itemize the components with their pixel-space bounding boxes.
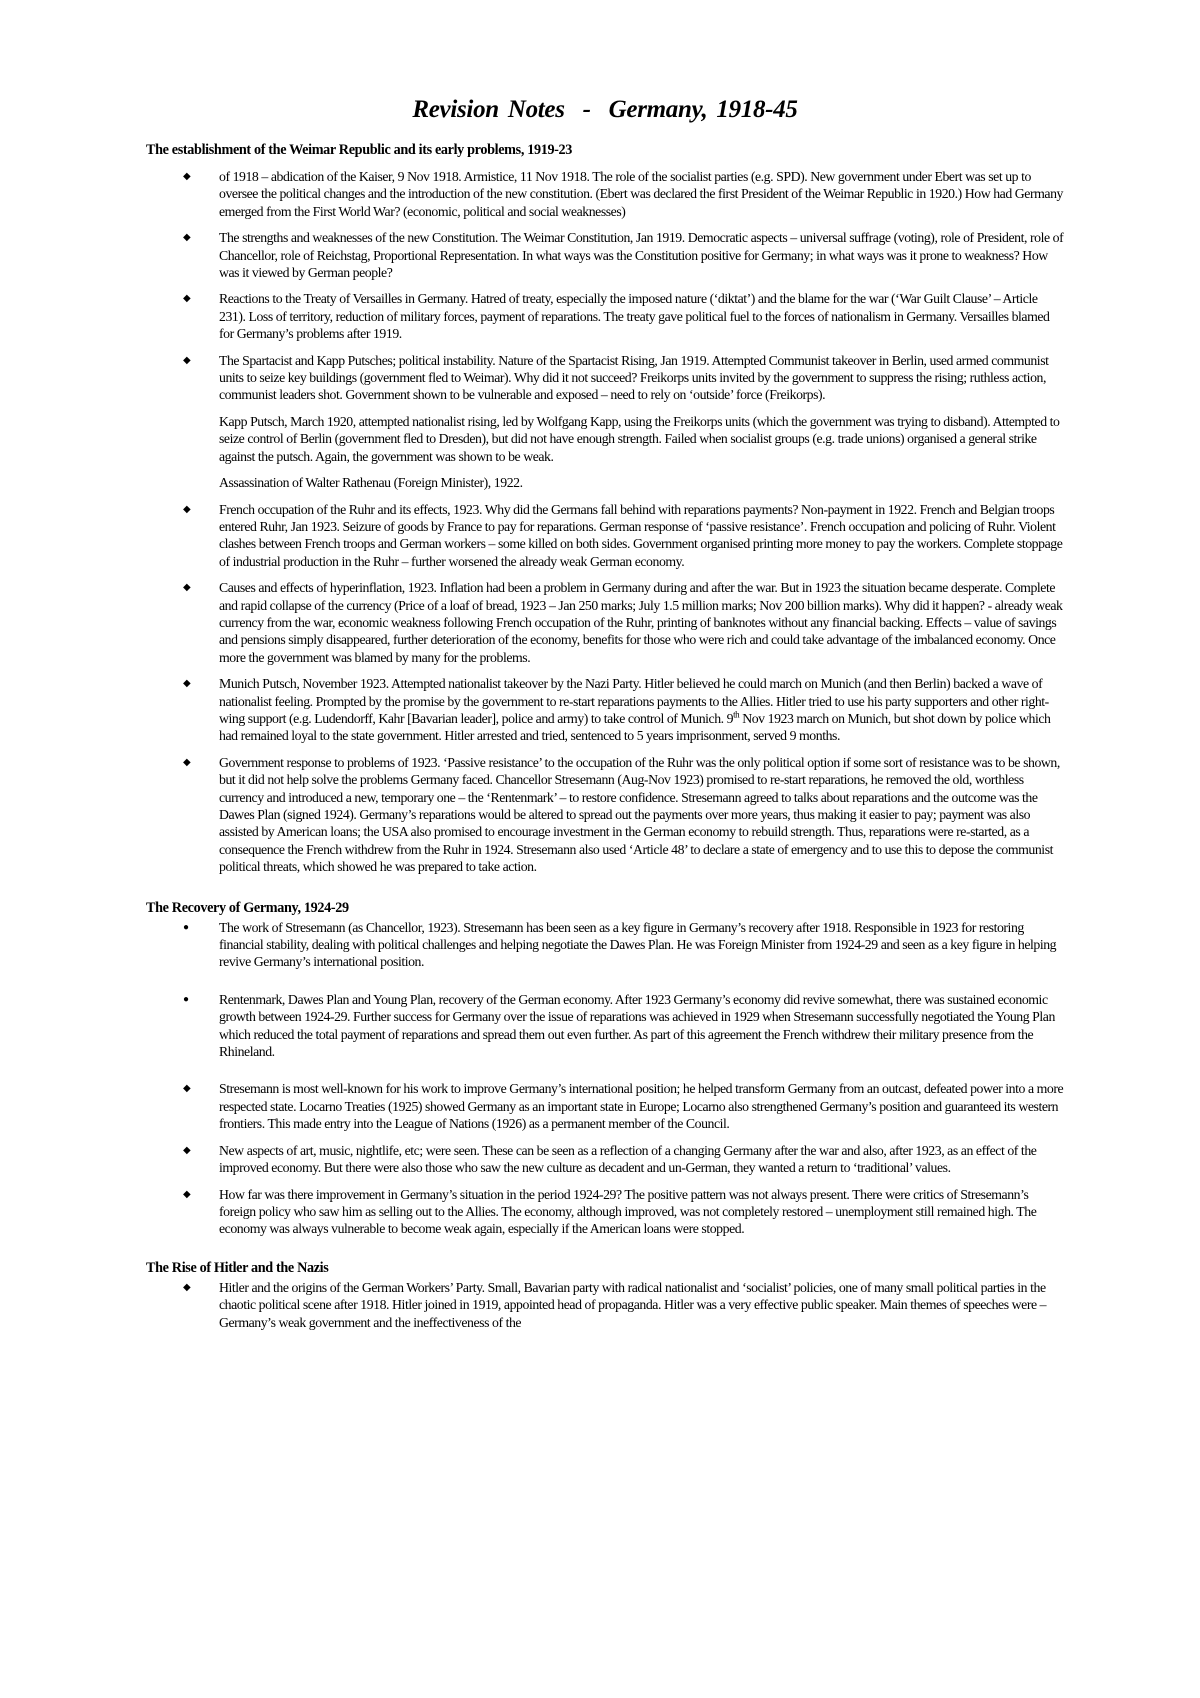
bullet-icon: ◆	[183, 1083, 191, 1095]
paragraph: Munich Putsch, November 1923. Attempted nationalist takeover by the Nazi Party. Hitler believed he could march on Munich (and then Berlin) backed a wave of nationalist feeling. Prompted by the promise by the government to re-start reparations payments to the Allies. Hitler tried to use his party supporters and other right-wing support (e.g. Ludendorff, Kahr [Bavarian leader], police and army) to take control of Munich. 9th Nov 1923 march on Munich, but shot down by police which had remained loyal to the state government. Hitler arrested and tried, sentenced to 5 years imprisonment, served 9 months.	[219, 676, 1051, 744]
paragraph: Causes and effects of hyperinflation, 1923. Inflation had been a problem in Germany during and after the war. But in 1923 the situation became desperate. Complete and rapid collapse of the currency (Price of a loaf of bread, 1923 – Jan 250 marks; July 1.5 million marks; Nov 200 billion marks). Why did it happen? - already weak currency from the war, economic weakness following French occupation of the Ruhr, printing of banknotes without any financial backing. Effects – value of savings and pensions simply disappeared, further deterioration of the economy, benefits for those who were rich and could take advantage of the imbalanced economy. Once more the government was blamed by many for the problems.	[219, 580, 1063, 665]
bullet-icon: ◆	[183, 756, 191, 768]
paragraph: of 1918 – abdication of the Kaiser, 9 Nov 1918. Armistice, 11 Nov 1918. The role of the socialist parties (e.g. SPD). New government under Ebert was set up to oversee the political changes and the introduction of the new constitution. (Ebert was declared the first President of the Weimar Republic in 1920.) How had Germany emerged from the First World War? (economic, political and social weaknesses)	[219, 169, 1063, 219]
bullet-icon: ●	[183, 921, 189, 933]
list-item	[146, 579, 1064, 666]
list-item	[146, 675, 1064, 745]
page-title	[146, 96, 1064, 124]
ordinal-suffix: th	[733, 709, 740, 720]
bullet-list	[146, 1279, 1064, 1331]
section-heading: The establishment of the Weimar Republic and its early problems, 1919-23	[146, 142, 573, 158]
list-item	[146, 290, 1064, 342]
paragraph: The Spartacist and Kapp Putsches; political instability. Nature of the Spartacist Rising, Jan 1919. Attempted Communist takeover in Berlin, used armed communist units to seize key buildings (government fled to Weimar). Why did it not succeed? Freikorps units invited by the government to suppress the rising; ruthless action, communist leaders shot. Government shown to be vulnerable and exposed – need to rely on ‘outside’ force (Freikorps).	[219, 352, 1049, 403]
title-main: Revision Notes	[412, 96, 565, 123]
bullet-icon: ●	[183, 993, 189, 1005]
list-item	[146, 352, 1064, 492]
section-heading: The Recovery of Germany, 1924-29	[146, 899, 349, 916]
paragraph: Government response to problems of 1923. ‘Passive resistance’ to the occupation of the Ruhr was the only political option if some sort of resistance was to be shown, but it did not help solve the problems Germany faced. Chancellor Stresemann (Aug-Nov 1923) promised to re-start reparations, he removed the old, worthless currency and introduced a new, temporary one – the ‘Rentenmark’ – to restore confidence. Stresemann agreed to talks about reparations and the outcome was the Dawes Plan (signed 1924). Germany’s reparations would be altered to spread out the payments over more years, thus making it easier to pay; payment was also assisted by American loans; the USA also promised to encourage investment in the German economy to rebuild strength. Thus, reparations were re-started, as a consequence the French withdrew from the Ruhr in 1924. Stresemann also used ‘Article 48’ to declare a state of emergency and to use this to depose the communist political threats, which showed he was prepared to take action.	[219, 754, 1060, 875]
paragraph: Reactions to the Treaty of Versailles in Germany. Hatred of treaty, especially the imposed nature (‘diktat’) and the blame for the war (‘War Guilt Clause’ – Article 231). Loss of territory, reduction of military forces, payment of reparations. The treaty gave political fuel to the forces of nationalism in Germany. Versailles blamed for Germany’s problems after 1919.	[219, 291, 1050, 342]
title-separator: -	[582, 96, 591, 123]
section-heading: The Rise of Hitler and the Nazis	[146, 1259, 329, 1276]
list-item	[146, 1279, 1064, 1331]
list-item	[146, 168, 1064, 220]
paragraph: Hitler and the origins of the German Workers’ Party. Small, Bavarian party with radical nationalist and ‘socialist’ policies, one of many small political parties in the chaotic political scene after 1918. Hitler joined in 1919, appointed head of propaganda. Hitler was a very effective public speaker. Main themes of speeches were – Germany’s weak government and the ineffectiveness of the	[219, 1279, 1047, 1330]
list-item	[146, 754, 1064, 876]
paragraph: The strengths and weaknesses of the new Constitution. The Weimar Constitution, Jan 1919. Democratic aspects – universal suffrage (voting), role of President, role of Chancellor, role of Reichstag, Proportional Representation. In what ways was the Constitution positive for Germany; in what ways was it prone to weakness? How was it viewed by German people?	[219, 230, 1064, 281]
paragraph: Assassination of Walter Rathenau (Foreign Minister), 1922.	[219, 475, 523, 491]
paragraph: How far was there improvement in Germany’s situation in the period 1924-29? The positive pattern was not always present. There were critics of Stresemann’s foreign policy who saw him as selling out to the Allies. The economy, although improved, was not completely restored – unemployment still remained high. The economy was always vulnerable to become weak again, especially if the American loans were stopped.	[219, 1186, 1037, 1237]
paragraph: The work of Stresemann (as Chancellor, 1923). Stresemann has been seen as a key figure in Germany’s recovery after 1918. Responsible in 1923 for restoring financial stability, dealing with political challenges and helping negotiate the Dawes Plan. He was Foreign Minister from 1924-29 and seen as a key figure in helping revive Germany’s international position.	[219, 919, 1057, 970]
list-item	[146, 501, 1064, 571]
paragraph: French occupation of the Ruhr and its effects, 1923. Why did the Germans fall behind with reparations payments? Non-payment in 1922. French and Belgian troops entered Ruhr, Jan 1923. Seizure of goods by France to pay for reparations. German response of ‘passive resistance’. French occupation and policing of Ruhr. Violent clashes between French troops and German workers – some killed on both sides. Government organised printing more money to pay the workers. Complete stoppage of industrial production in the Ruhr – further worsened the already weak German economy.	[219, 501, 1063, 569]
bullet-icon: ◆	[183, 293, 191, 305]
section-weimar-republic	[146, 142, 1064, 876]
section-recovery-of-germany	[146, 900, 1064, 1238]
paragraph: Rentenmark, Dawes Plan and Young Plan, recovery of the German economy. After 1923 Germany’s economy did revive somewhat, there was sustained economic growth between 1924-29. Further success for Germany over the issue of reparations was achieved in 1929 when Stresemann successfully negotiated the Young Plan which reduced the total payment of reparations and spread them out even further. As part of this agreement the French withdrew their military presence from the Rhineland.	[219, 991, 1055, 1060]
section-rise-of-hitler	[146, 1260, 1064, 1331]
bullet-icon: ◆	[183, 354, 191, 366]
paragraph: Stresemann is most well-known for his work to improve Germany’s international position; he helped transform Germany from an outcast, defeated power into a more respected state. Locarno Treaties (1925) showed Germany as an important state in Europe; Locarno also strengthened Germany’s position and guaranteed its western frontiers. This made entry into the League of Nations (1926) as a permanent member of the Council.	[219, 1081, 1064, 1132]
bullet-icon: ◆	[183, 678, 191, 690]
bullet-list	[146, 168, 1064, 876]
list-item	[146, 991, 1064, 1061]
list-item	[146, 919, 1064, 971]
bullet-list	[146, 919, 1064, 1238]
title-subject: Germany, 1918-45	[608, 96, 798, 123]
bullet-icon: ◆	[183, 1144, 191, 1156]
list-item	[146, 229, 1064, 281]
list-item	[146, 1142, 1064, 1177]
bullet-icon: ◆	[183, 1188, 191, 1200]
bullet-icon: ◆	[183, 171, 191, 182]
bullet-icon: ◆	[183, 232, 191, 244]
list-item	[146, 1080, 1064, 1132]
list-item	[146, 1186, 1064, 1238]
bullet-icon: ◆	[183, 503, 191, 515]
paragraph: New aspects of art, music, nightlife, etc; were seen. These can be seen as a reflection of a changing Germany after the war and also, after 1923, as an effect of the improved economy. But there were also those who saw the new culture as decadent and un-German, they wanted a return to ‘traditional’ values.	[219, 1142, 1037, 1176]
paragraph: Kapp Putsch, March 1920, attempted nationalist rising, led by Wolfgang Kapp, using the Freikorps units (which the government was trying to disband). Attempted to seize control of Berlin (government fled to Dresden), but did not have enough strength. Failed when socialist groups (e.g. trade unions) organised a general strike against the putsch. Again, the government was shown to be weak.	[219, 413, 1060, 464]
bullet-icon: ◆	[183, 582, 191, 594]
bullet-icon: ◆	[183, 1281, 191, 1293]
